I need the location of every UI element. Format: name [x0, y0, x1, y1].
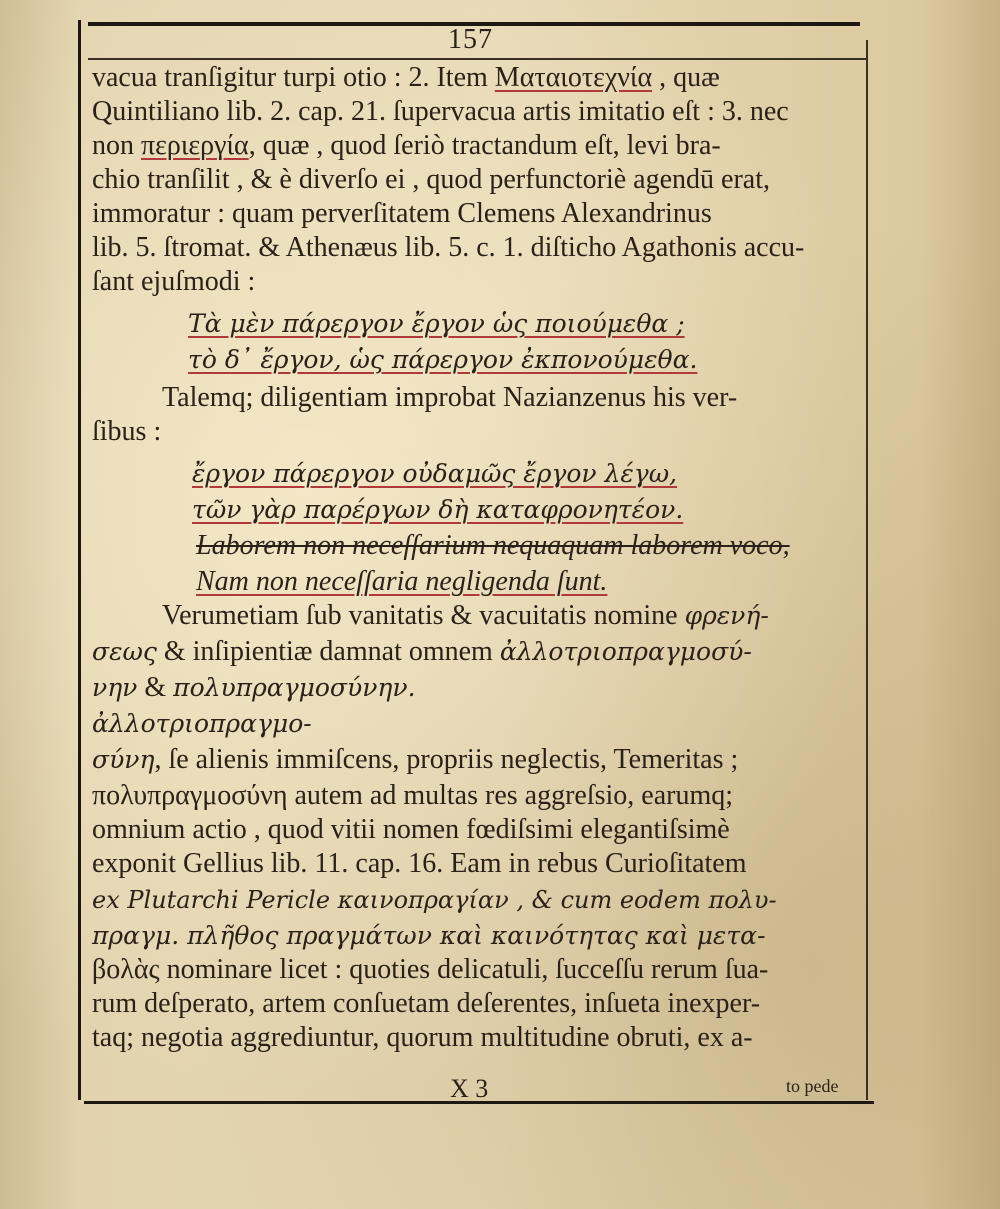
signature-mark: X 3	[450, 1074, 489, 1103]
greek-word: ex Plutarchi Pericle καινοπραγίαν , & cum eodem πολυ-	[92, 886, 777, 914]
greek-word: πραγμ. πλῆθος πραγμάτων καὶ καινότητας καὶ μετα-	[92, 921, 766, 950]
text-line	[92, 670, 416, 706]
text-line: chio tranſilit , & è diverſo ei , quod perfunctoriè agendū erat,	[92, 164, 770, 195]
text-line: rum deſperato, artem conſuetam deſerentes, inſueta inexper-	[92, 988, 761, 1019]
latin-verse: Laborem non neceſſarium nequaquam laborem voco,	[196, 530, 790, 561]
text-line: taq; negotia aggrediuntur, quorum multitudine obruti, ex a-	[92, 1022, 753, 1053]
text-line	[162, 598, 769, 634]
text-line	[92, 882, 777, 918]
text-line: ſibus :	[92, 416, 162, 447]
text-segment: & inſipientiæ damnat omnem	[156, 636, 500, 667]
greek-word: πολυπραγμοσύνην.	[173, 673, 416, 702]
page-number: 157	[448, 24, 493, 55]
text-line: immoratur : quam perverſitatem Clemens Alexandrinus	[92, 198, 712, 229]
catchword: to pede	[786, 1076, 839, 1096]
text-segment: , quæ	[652, 62, 720, 93]
greek-underlined: περιεργία	[141, 130, 249, 161]
greek-word: σεως	[92, 637, 157, 666]
text-segment: Verumetiam ſub vanitatis & vacuitatis nomine	[162, 600, 685, 631]
text-line: βολὰς nominare licet : quoties delicatuli, ſucceſſu rerum ſua-	[92, 954, 769, 985]
text-line	[92, 128, 721, 164]
text-segment: exponit Gellius lib. 11. cap. 16. Eam in rebus Curioſitatem	[92, 848, 747, 879]
greek-word: ἀλλοτριοπραγμο-	[92, 709, 312, 738]
greek-verse: ἔργον πάρεργον οὐδαμῶς ἔργον λέγω,	[192, 459, 678, 488]
greek-word: ἀλλοτριοπραγμοσύ-	[499, 637, 752, 666]
greek-word: φρενή-	[684, 601, 769, 630]
text-line	[92, 634, 752, 670]
text-segment: , quæ , quod ſeriò tractandum eſt, levi bra-	[248, 130, 721, 161]
text-line: lib. 5. ſtromat. & Athenæus lib. 5. c. 1. diſticho Agathonis accu-	[92, 232, 805, 263]
greek-verse: τὸ δ᾽ ἔργον, ὡς πάρεργον ἐκπονούμεθα.	[188, 345, 698, 374]
text-line	[92, 706, 312, 742]
text-line: Quintiliano lib. 2. cap. 21. ſupervacua artis imitatio eſt : 3. nec	[92, 96, 789, 127]
greek-underlined: Ματαιοτεχνία	[494, 62, 653, 93]
text-line: omnium actio , quod vitii nomen fœdiſsimi elegantiſsimè	[92, 814, 730, 845]
text-line	[92, 846, 747, 882]
greek-word: νην	[92, 673, 138, 702]
greek-word: σύνη	[92, 745, 155, 774]
text-line: Talemq; diligentiam improbat Nazianzenus his ver-	[162, 382, 738, 413]
text-segment: non	[92, 130, 141, 161]
text-line	[92, 918, 766, 954]
latin-verse: Nam non neceſſaria negligenda ſunt.	[196, 566, 608, 597]
right-margin-rule	[866, 40, 868, 1100]
text-line: πολυπραγμοσύνη autem ad multas res aggreſsio, earumq;	[92, 780, 734, 811]
text-line: ſant ejuſmodi :	[92, 266, 256, 297]
greek-verse: Τὰ μὲν πάρεργον ἔργον ὡς ποιούμεθα ;	[188, 309, 685, 338]
text-segment: vacua tranſigitur turpi otio : 2. Item	[92, 62, 495, 93]
text-segment: &	[137, 672, 174, 703]
left-margin-rule	[78, 20, 81, 1100]
text-line	[92, 60, 720, 96]
text-segment: , ſe alienis immiſcens, propriis neglectis, Temeritas ;	[154, 744, 739, 775]
text-line	[92, 742, 738, 778]
greek-verse: τῶν γὰρ παρέργων δὴ καταφρονητέον.	[192, 495, 684, 524]
